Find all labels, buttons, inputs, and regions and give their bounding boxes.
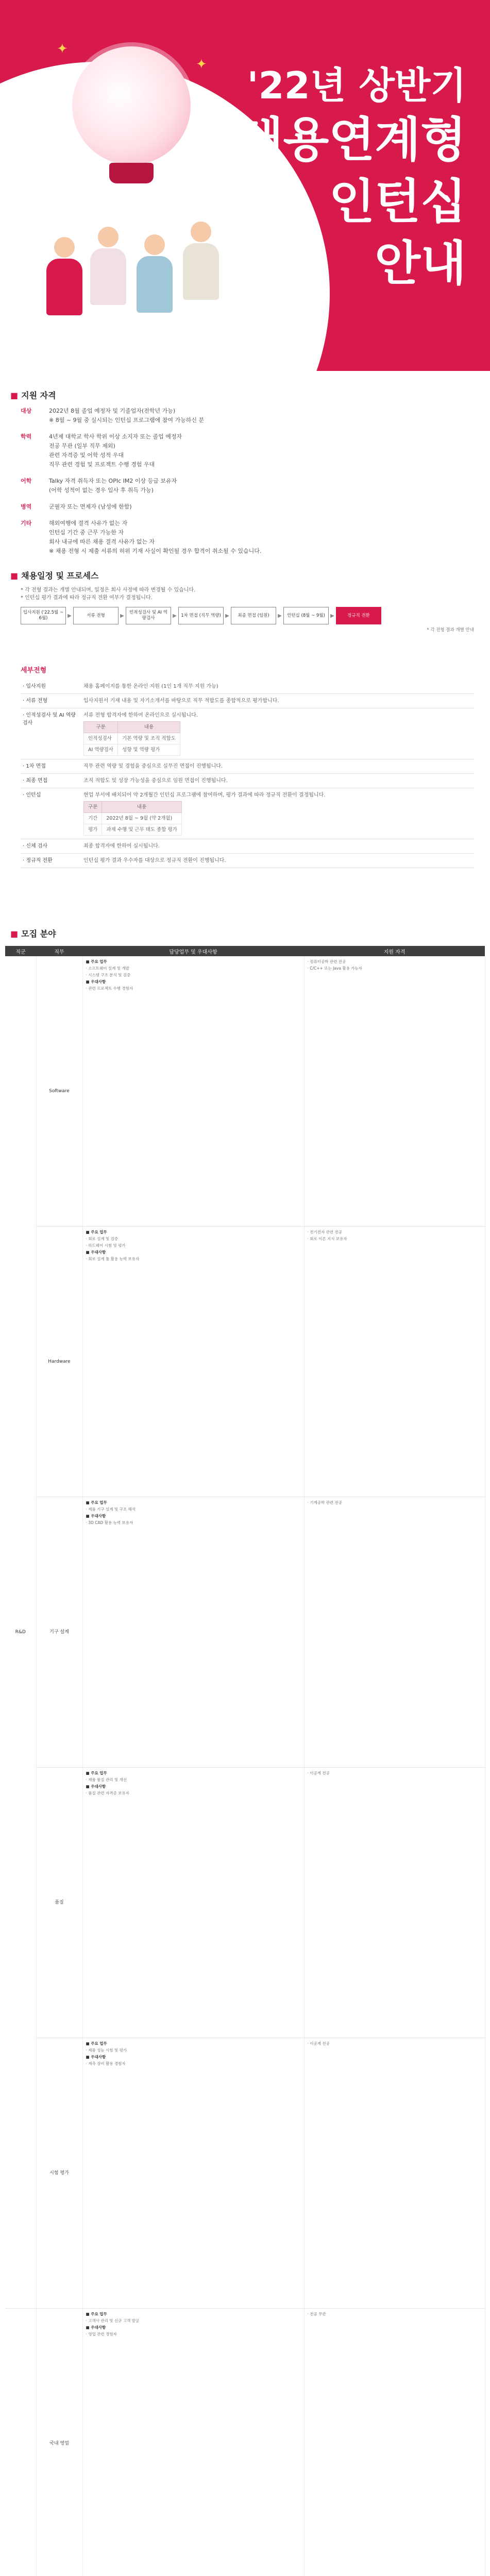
details-key: · 입사지원 [23, 684, 46, 689]
details-text: 인턴십 평가 결과 우수자를 대상으로 정규직 전환이 진행됩니다. [83, 858, 226, 863]
section-marker-icon: ■ [10, 571, 19, 581]
job-duties [82, 1497, 304, 1768]
details-section [21, 665, 474, 868]
qualification-key: 기타 [21, 520, 32, 527]
job-requirements [304, 1497, 485, 1768]
job-requirements [304, 2038, 485, 2309]
job-team: 품질 [36, 1768, 82, 2038]
duty-line: · 품질 관련 자격증 보유자 [86, 1791, 129, 1795]
hero-title-line4: 안내 [375, 236, 466, 291]
jobs-column-header: 담당업무 및 우대사항 [82, 946, 304, 956]
process-note: * 각 전형 결과는 개별 안내되며, 일정은 회사 사정에 따라 변경될 수 있습니다. [21, 587, 196, 593]
duty-line: ■ 우대사항 [86, 1784, 106, 1789]
qualification-value [49, 519, 474, 556]
qualification-key: 대상 [21, 408, 32, 414]
details-row [21, 694, 474, 708]
qualification-line: 해외여행에 결격 사유가 없는 자 [49, 520, 128, 527]
details-value [81, 694, 474, 708]
details-value [81, 680, 474, 693]
section-marker-icon: ■ [10, 929, 19, 939]
details-row [21, 759, 474, 774]
qualification-value [49, 503, 474, 512]
qualification-key: 어학 [21, 478, 32, 484]
details-text: 직무 관련 역량 및 경험을 중심으로 실무진 면접이 진행됩니다. [83, 764, 223, 769]
duty-line: ■ 주요 업무 [86, 1500, 107, 1505]
job-team: 기구 설계 [36, 1497, 82, 1768]
details-rows [21, 680, 474, 868]
duty-line: ■ 우대사항 [86, 2325, 106, 2330]
job-requirements [304, 1227, 485, 1497]
hero-title-line1: '22년 상반기 [247, 64, 466, 107]
requirement-line: · 회로 이론 지식 보유자 [307, 1236, 347, 1241]
qualification-line: 회사 내규에 따른 채용 결격 사유가 없는 자 [49, 538, 155, 545]
duty-line: · 시스템 구조 분석 및 검증 [86, 973, 131, 977]
jobs-column-header: 직무 [36, 946, 82, 956]
person-illustration [90, 227, 126, 304]
job-team: Software [36, 956, 82, 1227]
job-duties [82, 2038, 304, 2309]
arrow-right-icon: ▶ [173, 613, 177, 619]
duty-line: ■ 주요 업무 [86, 2041, 107, 2046]
details-text: 최종 합격자에 한하여 실시됩니다. [83, 843, 160, 849]
job-requirements [304, 956, 485, 1227]
hero-banner [0, 0, 490, 371]
section-marker-icon: ■ [10, 391, 19, 400]
duty-line: · 하드웨어 시험 및 평가 [86, 1243, 126, 1248]
details-row [21, 774, 474, 788]
qualification-row [21, 477, 474, 496]
duty-line: · 관련 프로젝트 수행 경험자 [86, 986, 133, 991]
process-steps [21, 607, 474, 624]
requirement-line: · 기계공학 관련 전공 [307, 1500, 342, 1505]
requirement-line: · 전공 무관 [307, 2312, 326, 2316]
details-key: · 신체 검사 [23, 843, 48, 849]
process-footnote: * 각 전형 결과 개별 안내 [427, 628, 474, 633]
subtable-cell: 2022년 8월 ~ 9월 (약 2개월) [102, 813, 181, 824]
subtable-cell: 기본 역량 및 조직 적합도 [118, 733, 180, 744]
qualification-line: 군필자 또는 면제자 (남성에 한함) [49, 503, 132, 510]
job-team: 시험 평가 [36, 2038, 82, 2309]
lightbulb-base [109, 163, 154, 183]
sparkle-icon: ✦ [57, 41, 68, 57]
person-illustration [183, 222, 219, 299]
requirement-line: · 이공계 전공 [307, 1771, 330, 1775]
details-heading: 세부전형 [21, 667, 47, 674]
duty-line: · 회로 설계 및 검증 [86, 1236, 119, 1241]
details-key: · 1차 면접 [23, 764, 46, 769]
requirement-line: · 전기전자 관련 전공 [307, 1230, 342, 1234]
person-illustration [46, 237, 82, 314]
process-section [21, 586, 474, 633]
qualification-value [49, 407, 474, 426]
details-value [81, 788, 474, 839]
details-row [21, 680, 474, 694]
details-row [21, 854, 474, 868]
sparkle-icon: ✧ [204, 129, 215, 144]
jobs-table [5, 946, 485, 2576]
requirement-line: · C/C++ 또는 Java 활용 가능자 [307, 966, 362, 971]
duty-line: · 제품 품질 관리 및 개선 [86, 1777, 127, 1782]
job-requirements [304, 2309, 485, 2576]
requirement-line: · 이공계 전공 [307, 2041, 330, 2046]
job-duties [82, 1227, 304, 1497]
details-key: · 인적성검사 및 AI 역량검사 [23, 713, 76, 726]
details-row [21, 788, 474, 839]
details-value [81, 839, 474, 853]
subtable-header: 내용 [102, 802, 181, 813]
table-row [5, 1497, 485, 1768]
duty-line: ■ 우대사항 [86, 1250, 106, 1255]
details-key: · 인턴십 [23, 792, 41, 798]
qualification-line: (어학 성적이 없는 경우 입사 후 취득 가능) [49, 487, 154, 494]
duty-line: · 제품 기구 설계 및 구조 해석 [86, 1507, 136, 1512]
duty-line: ■ 우대사항 [86, 2055, 106, 2059]
duty-line: · 제품 성능 시험 및 평가 [86, 2048, 127, 2053]
arrow-right-icon: ▶ [225, 613, 229, 619]
jobs-column-header: 직군 [5, 946, 36, 956]
qualification-value [49, 433, 474, 470]
duty-line: ■ 주요 업무 [86, 2312, 107, 2316]
details-subtable [83, 721, 180, 756]
details-key: · 서류 전형 [23, 698, 48, 704]
process-step: 입사지원 ('22.5월 ~ 6월) [21, 607, 66, 624]
duty-line: ■ 우대사항 [86, 979, 106, 984]
duty-line: · 고객사 관리 및 신규 고객 발굴 [86, 2318, 140, 2323]
subtable-cell: 과제 수행 및 근무 태도 종합 평가 [102, 824, 181, 836]
qualification-line: 2022년 8월 졸업 예정자 및 기졸업자(전학년 가능) [49, 408, 176, 414]
subtable-header: 구분 [84, 802, 102, 813]
process-step: 최종 면접 (임원) [231, 607, 276, 624]
details-text: 채용 홈페이지를 통한 온라인 지원 (1인 1개 직무 지원 가능) [83, 684, 218, 689]
qualification-row [21, 519, 474, 556]
job-duties [82, 1768, 304, 2038]
job-requirements [304, 1768, 485, 2038]
section-heading-jobs: ■ 모집 분야 [10, 929, 56, 939]
section-heading-qualifications: ■ 지원 자격 [10, 391, 56, 400]
job-category: R&D [5, 956, 36, 2309]
subtable-cell: AI 역량검사 [84, 744, 118, 756]
process-note: * 인턴십 평가 결과에 따라 정규직 전환 여부가 결정됩니다. [21, 595, 153, 601]
subtable-cell: 기간 [84, 813, 102, 824]
process-step: 정규직 전환 [336, 607, 381, 624]
job-team: 국내 영업 [36, 2309, 82, 2576]
section-heading-process: ■ 채용일정 및 프로세스 [10, 571, 99, 581]
qualification-line: 4년제 대학교 학사 학위 이상 소지자 또는 졸업 예정자 [49, 433, 182, 440]
details-key: · 정규직 전환 [23, 858, 53, 863]
job-category [5, 2309, 36, 2576]
qualification-line: ※ 채용 전형 시 제출 서류의 허위 기재 사실이 확인될 경우 합격이 취소될 수 있습니다. [49, 548, 262, 554]
details-text: 입사지원서 기재 내용 및 자기소개서를 바탕으로 직무 적합도를 종합적으로 평가합니다. [83, 698, 279, 704]
duty-line: · 영업 관련 경험자 [86, 2332, 117, 2336]
hero-title [238, 62, 466, 295]
qualification-row [21, 433, 474, 470]
lightbulb-illustration [72, 46, 191, 165]
job-duties [82, 956, 304, 1227]
details-text: 조직 적합도 및 성장 가능성을 중심으로 임원 면접이 진행됩니다. [83, 778, 228, 784]
jobs-column-header: 지원 자격 [304, 946, 485, 956]
details-text: 서류 전형 합격자에 한하여 온라인으로 실시됩니다. [83, 713, 198, 718]
qualification-line: Talky 자격 취득자 또는 OPIc IM2 이상 등급 보유자 [49, 478, 177, 484]
subtable-header: 구분 [84, 722, 118, 733]
details-value [81, 708, 474, 759]
process-step: 서류 전형 [73, 607, 119, 624]
details-subtable [83, 801, 182, 836]
person-illustration [137, 234, 173, 312]
hero-title-line2: 채용연계형 [237, 112, 466, 167]
hero-title-line3: 인턴십 [329, 174, 466, 229]
process-step: 인턴십 (8월 ~ 9월) [283, 607, 329, 624]
details-value [81, 759, 474, 773]
qualification-key: 학력 [21, 433, 32, 440]
duty-line: ■ 우대사항 [86, 1514, 106, 1518]
details-value [81, 854, 474, 868]
subtable-cell: 평가 [84, 824, 102, 836]
process-notes [21, 586, 474, 602]
subtable-cell: 성향 및 역량 평가 [118, 744, 180, 756]
qualification-line: 인턴십 기간 중 근무 가능한 자 [49, 529, 124, 536]
qualification-line: 직무 관련 경험 및 프로젝트 수행 경험 우대 [49, 461, 155, 468]
arrow-right-icon: ▶ [67, 613, 72, 619]
qualification-row [21, 503, 474, 512]
details-key: · 최종 면접 [23, 778, 48, 784]
table-row [5, 956, 485, 1227]
job-duties [82, 2309, 304, 2576]
duty-line: ■ 주요 업무 [86, 1771, 107, 1775]
qualification-key: 병역 [21, 503, 32, 510]
details-text: 현업 부서에 배치되어 약 2개월간 인턴십 프로그램에 참여하며, 평가 결과에 따라 정규직 전환이 결정됩니다. [83, 792, 326, 798]
subtable-header: 내용 [118, 722, 180, 733]
qualification-row [21, 407, 474, 426]
duty-line: ■ 주요 업무 [86, 1230, 107, 1234]
arrow-right-icon: ▶ [278, 613, 282, 619]
duty-line: · 계측 장비 활용 경험자 [86, 2061, 126, 2066]
table-row [5, 2038, 485, 2309]
table-row [5, 2309, 485, 2576]
qualifications-list [21, 407, 474, 564]
duty-line: · 소프트웨어 설계 및 개발 [86, 966, 129, 971]
qualification-line: ※ 8월 ~ 9월 중 실시되는 인턴십 프로그램에 참여 가능하신 분 [49, 417, 205, 423]
table-row [5, 1227, 485, 1497]
qualification-line: 관련 자격증 및 어학 성적 우대 [49, 452, 124, 459]
process-step: 1차 면접 (직무 역량) [178, 607, 224, 624]
duty-line: ■ 주요 업무 [86, 959, 107, 964]
requirement-line: · 컴퓨터공학 관련 전공 [307, 959, 346, 964]
qualification-line: 전공 무관 (일부 직무 제외) [49, 443, 115, 449]
qualification-value [49, 477, 474, 496]
arrow-right-icon: ▶ [330, 613, 334, 619]
job-team: Hardware [36, 1227, 82, 1497]
subtable-cell: 인적성검사 [84, 733, 118, 744]
details-row [21, 839, 474, 854]
details-value [81, 774, 474, 788]
duty-line: · 회로 설계 툴 활용 능력 보유자 [86, 1257, 140, 1261]
duty-line: · 3D CAD 활용 능력 보유자 [86, 1520, 133, 1525]
details-row [21, 708, 474, 759]
table-row [5, 1768, 485, 2038]
sparkle-icon: ✦ [196, 57, 207, 72]
process-step: 인적성검사 및 AI 역량검사 [126, 607, 171, 624]
arrow-right-icon: ▶ [120, 613, 124, 619]
